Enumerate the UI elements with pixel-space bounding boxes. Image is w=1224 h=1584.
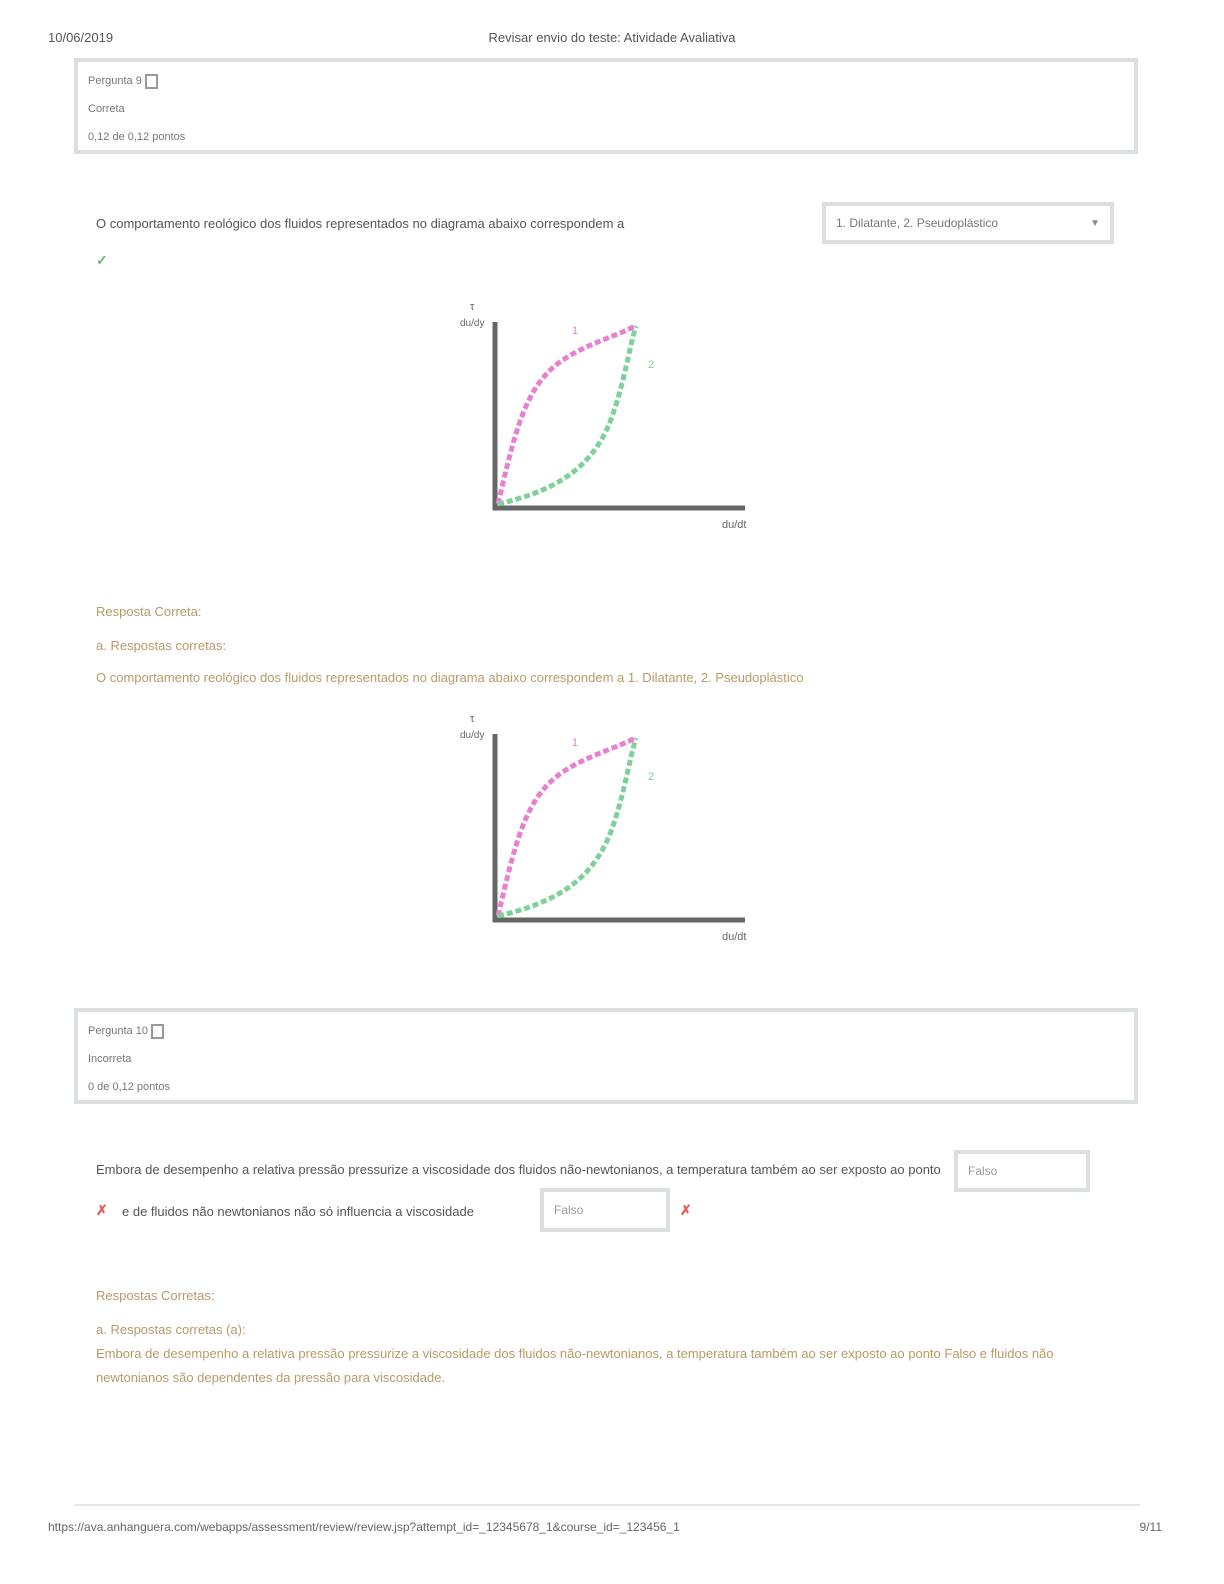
footer-divider xyxy=(74,1504,1140,1506)
curve-1-label: 1 xyxy=(572,325,579,337)
question-score: 0 de 0,12 pontos xyxy=(88,1081,170,1093)
question-label: Pergunta 10 xyxy=(88,1025,148,1037)
curve-1-label: 1 xyxy=(572,737,579,749)
curve-2-label: 2 xyxy=(648,771,655,783)
question-state: Incorreta xyxy=(88,1053,132,1065)
question-prompt-2: e de fluidos não newtonianos não só influencia a viscosidade xyxy=(122,1204,474,1219)
flag-icon[interactable] xyxy=(145,74,158,89)
question-prompt: Embora de desempenho a relativa pressão pressurize a viscosidade dos fluidos não-newtonianos, a temperatura também ao ser exposto ao ponto xyxy=(96,1162,941,1177)
header-title: Revisar envio do teste: Atividade Avaliativa xyxy=(488,30,736,45)
curve-2-label: 2 xyxy=(648,359,655,371)
question-info-box xyxy=(74,58,1138,154)
question-label: Pergunta 9 xyxy=(88,75,142,87)
flag-icon[interactable] xyxy=(151,1024,164,1039)
ylabel-top: τ xyxy=(470,713,475,725)
footer-page-number: 9/11 xyxy=(1139,1520,1162,1534)
feedback-label: a. Respostas corretas: xyxy=(96,638,227,653)
answer-select-value: 1. Dilatante, 2. Pseudoplástico xyxy=(836,216,999,230)
feedback-heading: Resposta Correta: xyxy=(96,604,202,619)
footer-url: https://ava.anhanguera.com/webapps/assessment/review/review.jsp?attempt_id=_12345678_1&course_id=_123456_1 xyxy=(48,1520,680,1534)
rheology-diagram xyxy=(440,292,780,542)
answer-select[interactable] xyxy=(822,202,1114,244)
ylabel-bottom: du/dy xyxy=(460,730,485,741)
feedback-answer: Embora de desempenho a relativa pressão pressurize a viscosidade dos fluidos não-newtonianos, a temperatura também ao ser exposto ao ponto Falso e fluidos não newtonianos são dependentes da pressão para viscosidade. xyxy=(96,1346,1054,1385)
feedback-heading: Respostas Corretas: xyxy=(96,1288,215,1303)
header-datetime: 10/06/2019 xyxy=(48,30,114,45)
answer-input-2[interactable]: Falso xyxy=(540,1188,670,1232)
xlabel: du/dt xyxy=(722,931,747,943)
cross-icon: ✗ xyxy=(96,1202,108,1218)
answer-input-1[interactable]: Falso xyxy=(954,1150,1090,1192)
question-info-box xyxy=(74,1008,1138,1104)
curve-2 xyxy=(498,326,636,504)
check-icon: ✓ xyxy=(96,252,108,268)
rheology-diagram-feedback xyxy=(440,704,780,954)
curve-2 xyxy=(498,738,636,916)
cross-icon: ✗ xyxy=(680,1202,692,1218)
xlabel: du/dt xyxy=(722,519,747,531)
question-prompt: O comportamento reológico dos fluidos representados no diagrama abaixo correspondem a xyxy=(96,216,625,231)
question-state: Correta xyxy=(88,103,125,115)
ylabel-top: τ xyxy=(470,301,475,313)
chevron-down-icon: ▼ xyxy=(1090,217,1100,229)
feedback-answer: O comportamento reológico dos fluidos representados no diagrama abaixo correspondem a 1. Dilatante, 2. Pseudoplástico xyxy=(96,670,804,685)
feedback-label: a. Respostas corretas (a): xyxy=(96,1322,246,1337)
ylabel-bottom: du/dy xyxy=(460,318,485,329)
question-score: 0,12 de 0,12 pontos xyxy=(88,131,186,143)
